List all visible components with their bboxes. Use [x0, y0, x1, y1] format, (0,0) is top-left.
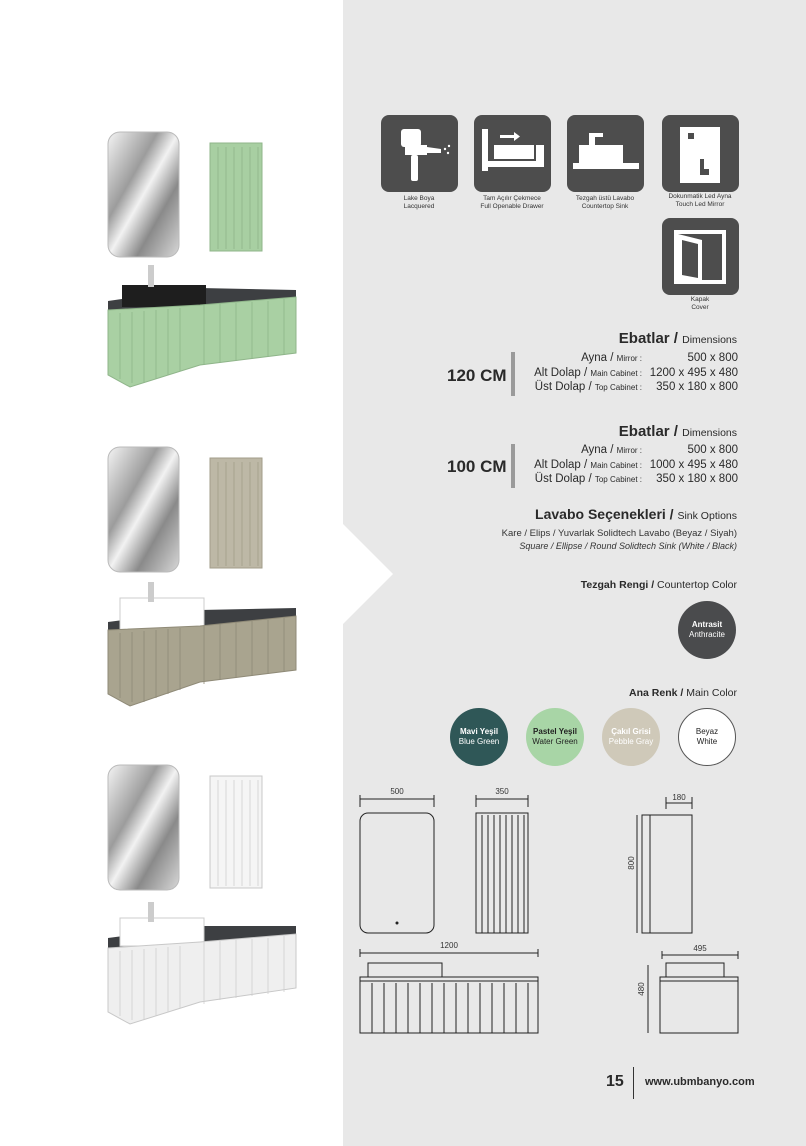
size-divider: [511, 352, 515, 396]
spray-gun-icon: [381, 115, 458, 192]
sink-options-en: Square / Ellipse / Round Solidtech Sink (White / Black): [519, 541, 737, 551]
dimensions-title-120: Ebatlar / Dimensions: [618, 330, 737, 347]
feature-label-drawer: Tam Açılır Çekmece Full Openable Drawer: [480, 195, 544, 210]
color-swatch-water-green: Pastel Yeşil Water Green: [526, 708, 584, 766]
dim-top-cabinet-height: 800: [627, 856, 636, 870]
footer-divider: [633, 1067, 634, 1099]
countertop-color-title: Tezgah Rengi / Countertop Color: [580, 579, 737, 591]
dim-row-main-cabinet: Alt Dolap / Main Cabinet : 1000 x 495 x 480: [534, 459, 738, 471]
feature-label-cover: Kapak Cover: [690, 296, 710, 311]
sink-options-title: Lavabo Seçenekleri / Sink Options: [535, 506, 737, 522]
dim-row-mirror: Ayna / Mirror : 500 x 800: [581, 352, 738, 364]
technical-drawing: [350, 785, 750, 1045]
dim-main-cabinet-width: 1200: [440, 941, 458, 950]
countertop-swatch-anthracite: Antrasit Anthracite: [678, 601, 736, 659]
page-number: 15: [606, 1073, 624, 1090]
dim-top-cabinet-width: 350: [495, 787, 509, 796]
arrow-notch: [343, 524, 393, 624]
dim-row-top-cabinet: Üst Dolap / Top Cabinet : 350 x 180 x 800: [534, 381, 738, 393]
feature-label-lacquered: Lake Boya Lacquered: [403, 195, 435, 210]
sink-options-tr: Kare / Elips / Yuvarlak Solidtech Lavabo (Beyaz / Siyah): [501, 528, 737, 539]
dim-main-cabinet-depth: 495: [693, 944, 707, 953]
product-render-green: [100, 125, 310, 395]
website-link[interactable]: www.ubmbanyo.com: [645, 1076, 755, 1088]
product-render-white: [100, 758, 310, 1028]
dim-row-top-cabinet: Üst Dolap / Top Cabinet : 350 x 180 x 800: [534, 473, 738, 485]
dim-row-main-cabinet: Alt Dolap / Main Cabinet : 1200 x 495 x 480: [534, 367, 738, 379]
size-label-120: 120 CM: [447, 366, 507, 385]
color-swatch-white: Beyaz White: [678, 708, 736, 766]
dim-main-cabinet-height: 480: [637, 982, 646, 996]
dimensions-title-100: Ebatlar / Dimensions: [618, 423, 737, 440]
countertop-sink-icon: [567, 115, 644, 192]
touch-mirror-icon: [662, 115, 739, 192]
drawer-icon: [474, 115, 551, 192]
main-color-title: Ana Renk / Main Color: [629, 687, 737, 699]
color-swatch-blue-green: Mavi Yeşil Blue Green: [450, 708, 508, 766]
size-label-100: 100 CM: [447, 457, 507, 476]
dim-mirror-width: 500: [390, 787, 404, 796]
product-render-pebble: [100, 440, 310, 710]
dim-row-mirror: Ayna / Mirror : 500 x 800: [581, 444, 738, 456]
color-swatch-pebble-gray: Çakıl Grisi Pebble Gray: [602, 708, 660, 766]
feature-label-countertop-sink: Tezgah üstü Lavabo Countertop Sink: [575, 195, 635, 210]
dim-top-cabinet-depth: 180: [672, 793, 686, 802]
size-divider: [511, 444, 515, 488]
feature-label-touch-mirror: Dokunmatik Led Ayna Touch Led Mirror: [668, 193, 732, 208]
cover-door-icon: [662, 218, 739, 295]
